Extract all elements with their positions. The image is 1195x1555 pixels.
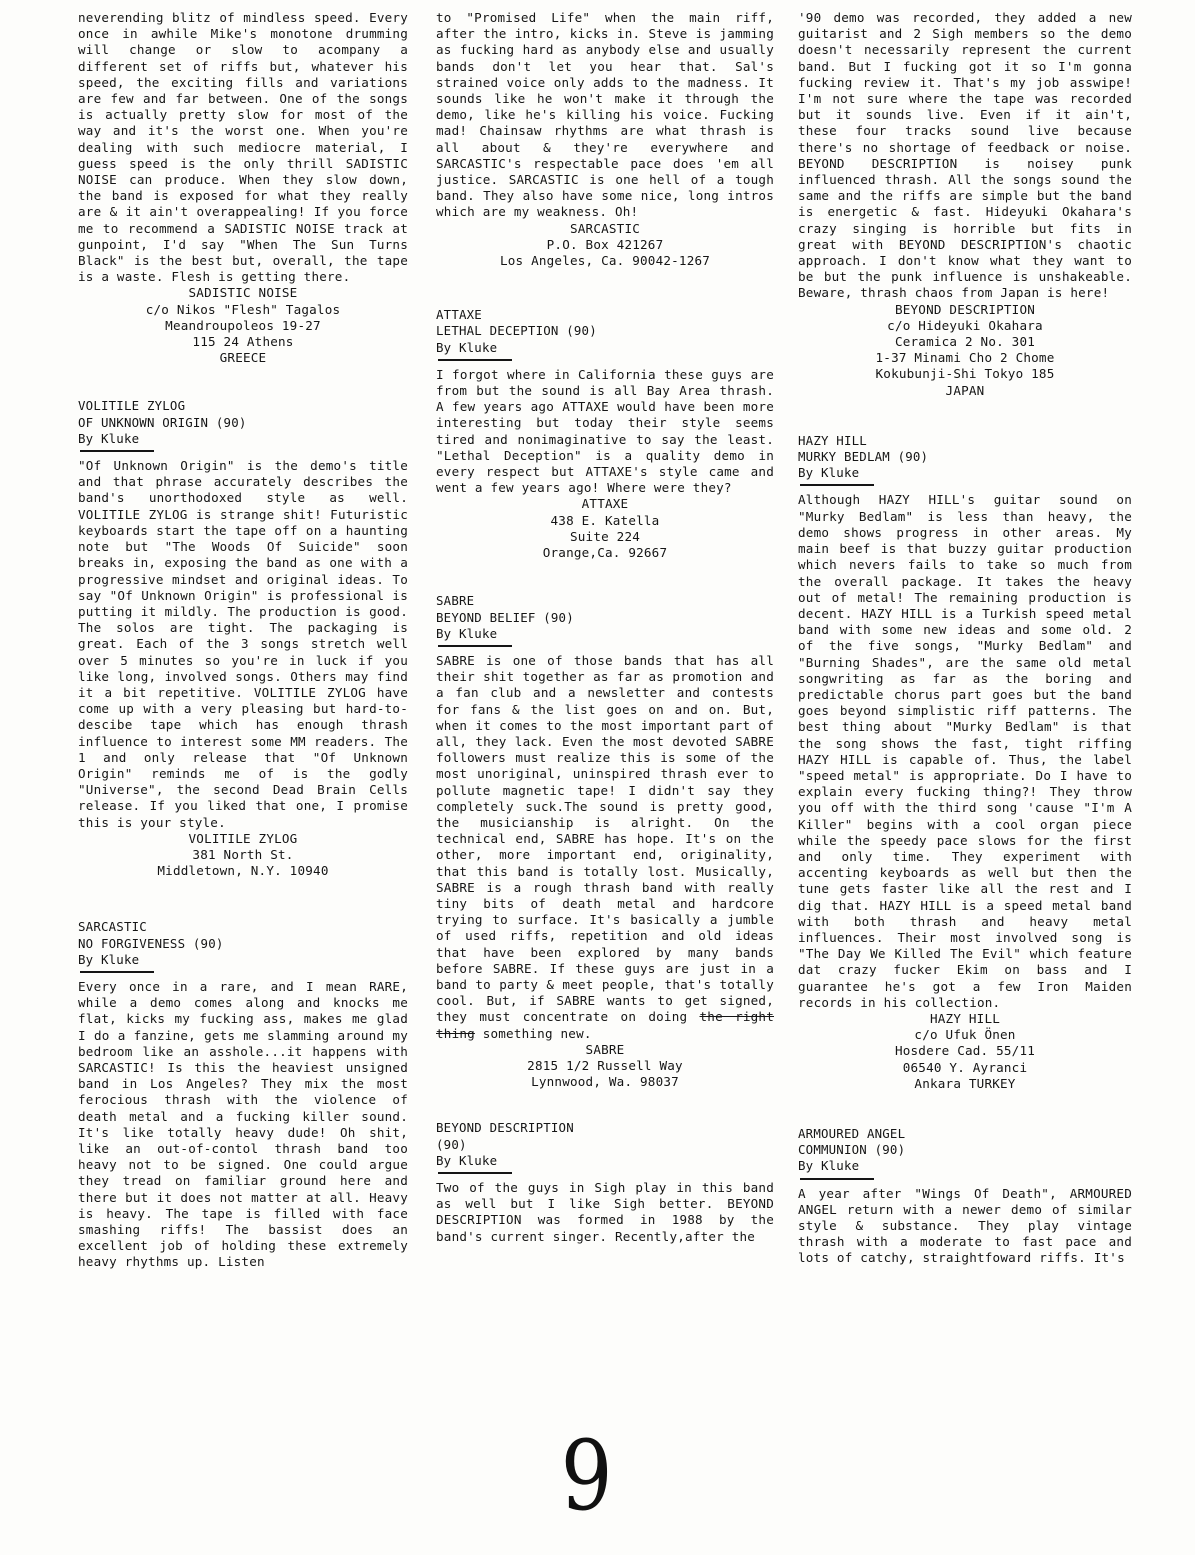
byline-rule <box>800 484 874 486</box>
address-line: SABRE <box>585 1041 625 1057</box>
byline: By Kluke <box>798 1158 860 1174</box>
review-body: Although HAZY HILL's guitar sound on "Murky Bedlam" is less than heavy, the demo shows progress in other areas. My main beef is that buzzy guitar production which nevers fails to take so much from the overall package. It takes the heavy out of metal! The remaining production is decent. HAZY HILL is a Turkish speed metal band with some new ideas and some old. 2 of the five songs, "Murky Bedlam" and "Burning Shades", are the same old metal songwriting as far as the boring and predictable chorus part goes but the band goes beyond simplistic riff patterns. The best thing about "Murky Bedlam" is that the song shows the fast, tight riffing HAZY HILL is capable of. Thus, the label "speed metal" is appropriate. Do I have to explain every fucking thing?! They throw you off with the third song 'cause "I'm A Killer" begins with a cool organ piece while the speedy pace slows for the first and only time. They experiment with accenting keyboards as well but then the tune gets faster like all the rest and I dig that. HAZY HILL is a speed metal band with both thrash and heavy metal influences. Their most involved song is "The Day We Killed The Evil" which feature dat crazy fucker Ekim on bass and I guarantee he's got a few Iron Maiden records in his collection. <box>798 492 1132 1010</box>
band-name: ARMOURED ANGEL <box>798 1126 906 1141</box>
column-3 <box>798 10 1132 1267</box>
release-title: LETHAL DECEPTION (90) <box>436 323 597 339</box>
address-line: Orange,Ca. 92667 <box>542 545 668 561</box>
contact-address <box>436 496 774 561</box>
review-beyond-description <box>436 1120 774 1244</box>
address-line: P.O. Box 421267 <box>546 236 664 252</box>
address-line: ATTAXE <box>581 496 629 512</box>
address-line: c/o Hideyuki Okahara <box>887 317 1043 333</box>
address-line: Hosdere Cad. 55/11 <box>894 1043 1036 1059</box>
review-sarcastic <box>78 919 408 1270</box>
address-line: Suite 224 <box>569 528 641 544</box>
address-line: SADISTIC NOISE <box>188 285 298 301</box>
review-body: to "Promised Life" when the main riff, after the intro, kicks in. Steve is jamming as fucking hard as anybody else and usually bands don't let you hear that. Sal's strained voice only adds to the madness. It sounds like he won't make it through the demo, like he's killing his voice. Fucking mad! Chainsaw rhythms are what thrash is all about & they're everywhere and SARCASTIC's respectable pace does 'em all justice. SARCASTIC is one hell of a tough band. They also have some nice, long intros which are my weakness. Oh! <box>436 10 774 220</box>
band-name: BEYOND DESCRIPTION <box>436 1120 574 1136</box>
address-line: Kokubunji-Shi Tokyo 185 <box>875 366 1055 382</box>
release-title: (90) <box>436 1136 467 1152</box>
address-line: Ankara TURKEY <box>914 1075 1016 1091</box>
byline-rule <box>438 645 512 647</box>
byline: By Kluke <box>436 625 498 641</box>
review-body: Two of the guys in Sigh play in this band as well but I like Sigh better. BEYOND DESCRIPTION was formed in 1988 by the band's current singer. Recently,after the <box>436 1180 774 1244</box>
contact-address <box>436 221 774 270</box>
band-name: ATTAXE <box>436 307 482 323</box>
address-line: SARCASTIC <box>569 220 641 236</box>
review-sadistic-noise-cont <box>78 10 408 366</box>
band-name: SARCASTIC <box>78 919 147 935</box>
address-line: 115 24 Athens <box>192 334 294 350</box>
review-body: I forgot where in California these guys are from but the sound is all Bay Area thrash. A few years ago ATTAXE would have been more interesting but today their style seems tired and nonimaginative to say the least. "Lethal Deception" is a quality demo in every respect but ATTAXE's style came and went a few years ago! Where were they? <box>436 366 774 496</box>
review-beyond-description-cont <box>798 10 1132 399</box>
release-title: MURKY BEDLAM (90) <box>798 449 929 465</box>
byline-rule <box>80 450 154 452</box>
address-line: 381 North St. <box>192 846 294 862</box>
address-line: Middletown, N.Y. 10940 <box>157 863 329 879</box>
review-hazy-hill <box>798 433 1132 1092</box>
address-line: c/o Ufuk Önen <box>914 1027 1016 1043</box>
byline-rule <box>438 359 512 361</box>
address-line: 2815 1/2 Russell Way <box>527 1057 683 1073</box>
contact-address <box>798 302 1132 399</box>
release-title: BEYOND BELIEF (90) <box>436 609 574 625</box>
contact-address <box>798 1011 1132 1092</box>
band-name: HAZY HILL <box>798 432 867 448</box>
review-body: Every once in a rare, and I mean RARE, while a demo comes along and knocks me flat, kicks my fucking ass, makes me glad I do a fanzine, gets me slamming around my bedroom like an asshole...it happens with SARCASTIC! Is this the heaviest unsigned band in Los Angeles? They mix the most ferocious thrash with the violence of death metal and a fucking killer sound. It's like totally heavy dude! Oh shit, like an out-of-contol thrash band too heavy not to be signed. One could argue they tread on familiar ground here and there but it does not matter at all. Heavy is heavy. The tape is filled with face smashing riffs! The bassist does an excellent job of holding these extremely heavy rhythms up. Listen <box>78 978 408 1270</box>
address-line: c/o Nikos "Flesh" Tagalos <box>145 301 341 317</box>
address-line: HAZY HILL <box>929 1010 1001 1026</box>
address-line: 438 E. Katella <box>550 512 660 528</box>
address-line: Meandroupoleos 19-27 <box>165 317 321 333</box>
page-number: 9 <box>560 1420 613 1532</box>
review-body: A year after "Wings Of Death", ARMOURED ANGEL return with a newer demo of similar style & substance. They play vintage thrash with a moderate to fast pace and lots of catchy, straightfoward riffs. It's <box>798 1185 1132 1266</box>
review-body: neverending blitz of mindless speed. Every once in awhile Mike's monotone drumming will change or slow to acompany a different set of riffs but, whatever his speed, the exciting fills and variations are few and far between. One of the songs is actually pretty slow for most of the way and it's the worst one. When you're dealing with such mediocre material, I guess speed is the only thrill SADISTIC NOISE can produce. When they slow down, the band is exposed for what they really are & it ain't overappealing! If you force me to recommend a SADISTIC NOISE track at gunpoint, I'd say "When The Sun Turns Black" is the best but, overall, the tape is a waste. Flesh is getting there. <box>78 10 408 285</box>
band-name: SABRE <box>436 593 475 609</box>
release-title: OF UNKNOWN ORIGIN (90) <box>78 414 247 430</box>
contact-address <box>436 1042 774 1091</box>
byline-rule <box>438 1172 512 1174</box>
address-line: Ceramica 2 No. 301 <box>894 334 1036 350</box>
review-body-tail: something new. <box>474 1025 592 1041</box>
review-body-text: SABRE is one of those bands that has all their shit together as far as promotion and a fan club and a newsletter and contests for fans & the list goes on and on. But, when it comes to the most important part of all, they lack. Even the most devoted SABRE followers must realize this is some of the most unoriginal, uninspired thrash ever to pollute magnetic tape! I didn't say they completely suck.The sound is pretty good, the musicianship is alright. On the technical end, SABRE has hope. It's on the other, more important end, originality, that this band is totally lost. Musically, SABRE is a rough thrash band with really tiny bits of death metal and hardcore trying to surface. It's basically a jumble of used riffs, repetition and old ideas that have been explored by many bands before SABRE. If these guys are just in a band to party & meet people, that's totally cool. But, if SABRE wants to get signed, they must concentrate on doing <box>436 652 774 1025</box>
release-title: COMMUNION (90) <box>798 1142 906 1158</box>
byline: By Kluke <box>798 465 860 481</box>
review-attaxe <box>436 307 774 561</box>
release-title: NO FORGIVENESS (90) <box>78 935 224 951</box>
address-line: 1-37 Minami Cho 2 Chome <box>875 350 1055 366</box>
review-body: "Of Unknown Origin" is the demo's title and that phrase accurately describes the band's unorthodoxed style as well. VOLITILE ZYLOG is strange shit! Futuristic keyboards start the tape off on a haunting note but "The Woods Of Suicide" soon breaks in, exposing the band as one with a progressive mindset and original ideas. To say "Of Unknown Origin" is professional is putting it mildly. The production is good. The solos are tight. The packaging is great. Each of the 3 songs stretch well over 5 minutes so you're in luck if you like long, involved songs. Others may find it a bit repetitive. VOLITILE ZYLOG have come up with a very pleasing but hard-to-descibe tape which has enough thrash influence to interest some MM readers. The 1 and only release that "Of Unknown Origin" reminds me of is the godly "Universe", the second Dead Brain Cells release. If you liked that one, I promise this is your style. <box>78 458 408 830</box>
byline: By Kluke <box>436 1152 498 1168</box>
column-2 <box>436 10 774 1245</box>
address-line: JAPAN <box>945 382 985 398</box>
contact-address <box>78 831 408 880</box>
address-line: GREECE <box>219 350 267 366</box>
review-sabre <box>436 593 774 1090</box>
review-body <box>436 653 774 1042</box>
band-name: VOLITILE ZYLOG <box>78 398 186 414</box>
review-sarcastic-cont <box>436 10 774 269</box>
address-line: BEYOND DESCRIPTION <box>894 301 1036 317</box>
review-volitile-zylog <box>78 398 408 879</box>
address-line: 06540 Y. Ayranci <box>902 1059 1028 1075</box>
review-body: '90 demo was recorded, they added a new guitarist and 2 Sigh members so the demo doesn't necessarily represent the current band. But I fucking got it so I'm gonna fucking review it. That's my job asswipe! I'm not sure where the tape was recorded but it sounds live. Even if it ain't, these four tracks sound live because there's no shortage of feedback or noise. BEYOND DESCRIPTION is noisey punk influenced thrash. All the songs sound the same and the riffs are simple but the band is energetic & fast. Hideyuki Okahara's crazy singing is horrible but fits in great with BEYOND DESCRIPTION's chaotic approach. I don't know what they want to be but the punk influence is unshakeable. Beware, thrash chaos from Japan is here! <box>798 10 1132 301</box>
contact-address <box>78 285 408 366</box>
address-line: Los Angeles, Ca. 90042-1267 <box>499 253 711 269</box>
struck-text: the right thing <box>436 1009 774 1041</box>
byline-rule <box>80 971 154 973</box>
byline: By Kluke <box>436 339 498 355</box>
address-line: Lynnwood, Wa. 98037 <box>531 1074 679 1090</box>
byline: By Kluke <box>78 430 140 446</box>
address-line: VOLITILE ZYLOG <box>188 830 298 846</box>
byline-rule <box>800 1178 874 1180</box>
review-armoured-angel <box>798 1126 1132 1267</box>
column-1 <box>78 10 408 1271</box>
byline: By Kluke <box>78 951 140 967</box>
